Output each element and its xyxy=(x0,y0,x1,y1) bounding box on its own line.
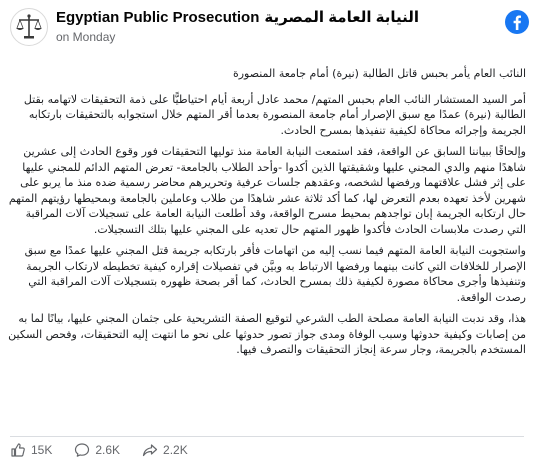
page-name-en[interactable]: Egyptian Public Prosecution xyxy=(56,9,260,26)
shares-value: 2.2K xyxy=(163,443,188,457)
shares-count[interactable] xyxy=(142,442,188,458)
stats-divider xyxy=(10,436,524,437)
post-body xyxy=(8,66,526,364)
post-paragraph: واستجوبت النيابة العامة المتهم فيما نسب إليه من اتهامات فأقر بارتكابه جريمة قتل المجني عليها عمدًا مع سبق الإصرار للخلافات التي كانت بينهما ورفضها الارتباط به وبيَّن في تفصيلات إقراره كيفية تخطيطه لارتكاب الجريمة وتنفيذها وأجرى محاكاة مصورة لكيفية ذلك بمسرح الحادث، كما أقر بصحة ظهوره بتسجيلات آلات المراقبة التي رصدت الواقعة. xyxy=(24,244,526,304)
engagement-stats xyxy=(10,440,210,460)
reactions-count[interactable] xyxy=(10,442,52,458)
share-icon xyxy=(142,442,158,458)
reactions-value: 15K xyxy=(31,443,53,457)
post-timestamp[interactable]: on Monday xyxy=(56,30,116,44)
post-title: النائب العام يأمر بحبس قاتل الطالبة (نيرة) أمام جامعة المنصورة xyxy=(232,67,526,80)
post-paragraph: هذا، وقد ندبت النيابة العامة مصلحة الطب الشرعي لتوقيع الصفة التشريحية على جثمان المجني عليها، بيانًا لما به من إصابات وكيفية حدوثها وسبب الوفاة ومدى جواز تصور حدوثها على نحو ما انتهت إليه التحقيقات، وفحص السكين المستخدم بالجريمة، وجار سرعة إنجاز التحقيقات والتصرف فيها. xyxy=(8,312,526,356)
comments-count[interactable] xyxy=(74,442,120,458)
scales-of-justice-logo xyxy=(11,9,47,45)
page-avatar[interactable] xyxy=(10,8,48,46)
page-name-ar[interactable]: النيابة العامة المصرية xyxy=(264,9,420,26)
page-name[interactable] xyxy=(56,8,419,26)
post-paragraph: أمر السيد المستشار النائب العام بحبس المتهم/ محمد عادل أربعة أيام احتياطيًّا على ذمة التحقيقات لاتهامه بقتل الطالبة (نيرة) عمدًا مع سبق الإصرار أمام جامعة المنصورة بعدما أقر المتهم خلال استجوابه بالتحقيقات بارتكابه الجريمة وإجرائه محاكاة لكيفية تنفيذها بمسرح الحادث. xyxy=(23,92,526,137)
comment-icon xyxy=(74,442,90,458)
post-header xyxy=(0,0,534,62)
facebook-icon xyxy=(505,10,529,34)
comments-value: 2.6K xyxy=(95,443,121,457)
post-paragraph: وإلحاقًا ببياننا السابق عن الواقعة، فقد استمعت النيابة العامة منذ توليها التحقيقات فور وقوع الحادث إلى عشرين شاهدًا منهم والدي المجني عليها وشقيقتها الذين أكدوا -وأحد الطلاب بالجامعة- تعرض المتهم الدائم للمجني عليها على إثر فشل علاقتهما ورفضها لشخصه، وعقدهم جلسات عرفية وتحريرهم محاضر رسمية ضده منذ ما يربو على شهرين لأخذ تعهده بعدم التعرض لها، كما أكد ثلاثة عشر شاهدًا من طلاب وعاملين بالجامعة وبمحيطها رؤيتهم المتهم حال ارتكابه الجريمة إبان تواجدهم بمحيط مسرح الواقعة، وقد أطلعت النيابة العامة على تسجيلات آلات المراقبة التي رصدت ملابسات الحادث فأكدوا ظهور المتهم حال تعديه على المجني عليها بتلك التسجيلات. xyxy=(8,145,526,236)
like-icon xyxy=(10,442,26,458)
